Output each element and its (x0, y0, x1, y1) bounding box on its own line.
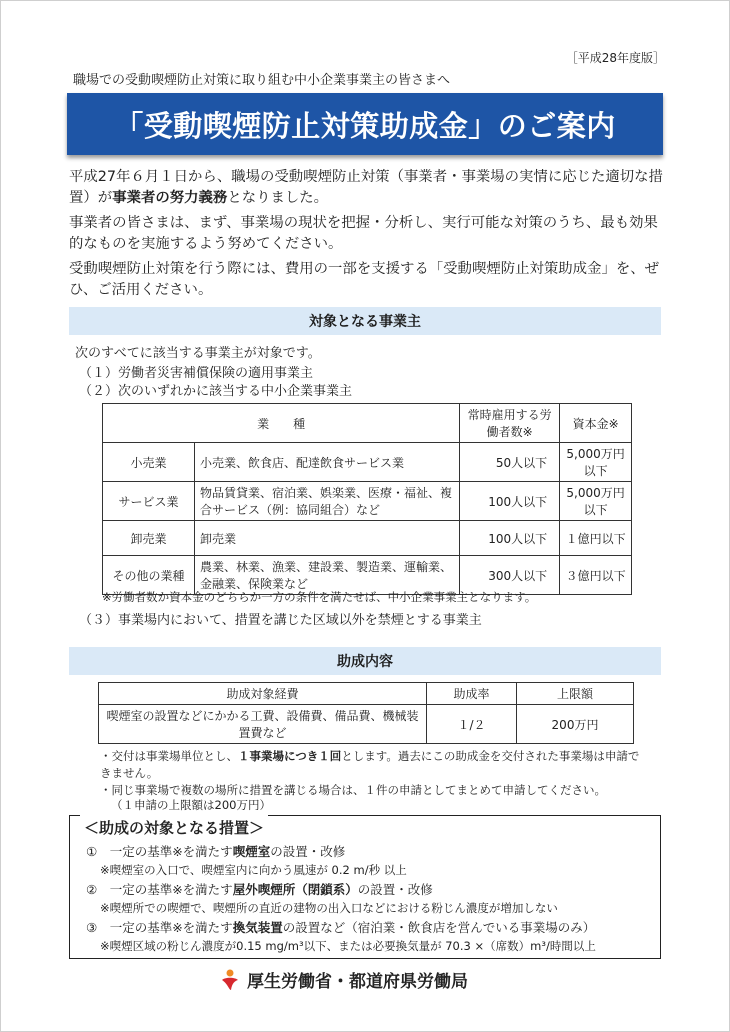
table-cell: 100人以下 (460, 521, 560, 556)
table-header: 資本金※ (560, 404, 632, 443)
table-cell: 物品賃貸業、宿泊業、娯楽業、医療・福祉、複合サービス（例：協同組合）など (195, 482, 460, 521)
table-cell: １/２ (427, 705, 517, 744)
title-banner (67, 93, 663, 155)
measure-detail: ※喫煙所での喫煙で、喫煙所の直近の建物の出入口などにおける粉じん濃度が増加しない (100, 901, 558, 915)
subsidy-note-1: ・交付は事業場単位とし、１事業場につき１回とします。過去にこの助成金を交付された事業場は申請できません。 (100, 749, 640, 780)
subsidy-note-3: （１申請の上限額は200万円） (111, 798, 271, 812)
measure-item: ① 一定の基準※を満たす喫煙室の設置・改修 ※喫煙室の入口で、喫煙室内に向かう風速が 0.2 m/秒 以上 (86, 844, 407, 877)
table-cell: 100人以下 (460, 482, 560, 521)
eligibility-item-3: （３）事業場内において、措置を講じた区域以外を禁煙とする事業主 (79, 613, 482, 628)
table-row (103, 443, 632, 482)
table-header-row (99, 683, 634, 705)
table-cell: 5,000万円以下 (560, 482, 632, 521)
measures-box (69, 815, 661, 959)
table-cell: 卸売業 (103, 521, 195, 556)
subsidy-table (98, 682, 634, 744)
page-title: 「受動喫煙防止対策助成金」のご案内 (114, 108, 616, 143)
measure-item: ③ 一定の基準※を満たす換気装置の設置など（宿泊業・飲食店を営んでいる事業場のみ） ※喫煙区域の粉じん濃度が0.15 mg/m³以下、または必要換気量が 70.3 ×（席数）m³/時間以上 (86, 920, 596, 953)
table-footnote: ※労働者数か資本金のどちらか一方の条件を満たせば、中小企業事業主となります。 (102, 590, 537, 604)
subsidy-note-2: ・同じ事業場で複数の場所に措置を講じる場合は、１件の申請としてまとめて申請してください。 (100, 783, 606, 797)
intro-paragraph-2: 事業者の皆さまは、まず、事業場の現状を把握・分析し、実行可能な対策のうち、最も効果的なものを実施するよう努めてください。 (69, 215, 658, 252)
emphasis-text: １事業場につき１回 (238, 749, 342, 763)
lead-text: 職場での受動喫煙防止対策に取り組む中小企業事業主の皆さまへ (73, 73, 451, 88)
table-cell: 5,000万円以下 (560, 443, 632, 482)
table-header-row (103, 404, 632, 443)
eligibility-item-2: （２）次のいずれかに該当する中小企業事業主 (79, 384, 353, 399)
section-heading-eligibility: 対象となる事業主 (69, 307, 661, 335)
eligibility-item-1: （１）労働者災害補償保険の適用事業主 (79, 366, 314, 381)
measures-title: ＜助成の対象となる措置＞ (80, 815, 268, 840)
emphasis-text: 事業者の努力義務 (112, 190, 228, 206)
measure-detail: ※喫煙区域の粉じん濃度が0.15 mg/m³以下、または必要換気量が 70.3 ×（席数）m³/時間以上 (100, 939, 596, 953)
table-cell: サービス業 (103, 482, 195, 521)
measure-item: ② 一定の基準※を満たす屋外喫煙所（閉鎖系）の設置・改修 ※喫煙所での喫煙で、喫煙所の直近の建物の出入口などにおける粉じん濃度が増加しない (86, 882, 558, 915)
edition-label: ［平成28年度版］ (565, 51, 665, 65)
table-cell: 200万円 (517, 705, 634, 744)
table-row (99, 705, 634, 744)
table-cell: 小売業 (103, 443, 195, 482)
table-cell: 喫煙室の設置などにかかる工費、設備費、備品費、機械装置費など (99, 705, 427, 744)
eligibility-table (102, 403, 632, 595)
intro-paragraph-1: 平成27年６月１日から、職場の受動喫煙防止対策（事業者・事業場の実情に応じた適切な措置）が事業者の努力義務となりました。 (69, 169, 663, 206)
table-cell: 農業、林業、漁業、建設業、製造業、運輸業、金融業、保険業など (195, 556, 460, 595)
table-row (103, 521, 632, 556)
ministry-logo-icon (219, 968, 241, 992)
table-cell: 50人以下 (460, 443, 560, 482)
eligibility-lead: 次のすべてに該当する事業主が対象です。 (75, 346, 321, 361)
footer-text: 厚生労働省・都道府県労働局 (247, 972, 468, 992)
table-cell: ３億円以下 (560, 556, 632, 595)
measure-detail: ※喫煙室の入口で、喫煙室内に向かう風速が 0.2 m/秒 以上 (100, 863, 407, 877)
table-cell: その他の業種 (103, 556, 195, 595)
table-cell: 300人以下 (460, 556, 560, 595)
intro-paragraph-3: 受動喫煙防止対策を行う際には、費用の一部を支援する「受動喫煙防止対策助成金」を、ぜひ、ご活用ください。 (69, 261, 660, 298)
table-row (103, 482, 632, 521)
table-header: 常時雇用する労働者数※ (460, 404, 560, 443)
table-header: 助成対象経費 (99, 683, 427, 705)
table-cell: 小売業、飲食店、配達飲食サービス業 (195, 443, 460, 482)
footer (219, 967, 468, 992)
section-heading-subsidy: 助成内容 (69, 647, 661, 675)
table-header: 助成率 (427, 683, 517, 705)
table-cell: 卸売業 (195, 521, 460, 556)
table-cell: １億円以下 (560, 521, 632, 556)
table-header: 業 種 (103, 404, 460, 443)
table-header: 上限額 (517, 683, 634, 705)
intro (69, 167, 665, 305)
